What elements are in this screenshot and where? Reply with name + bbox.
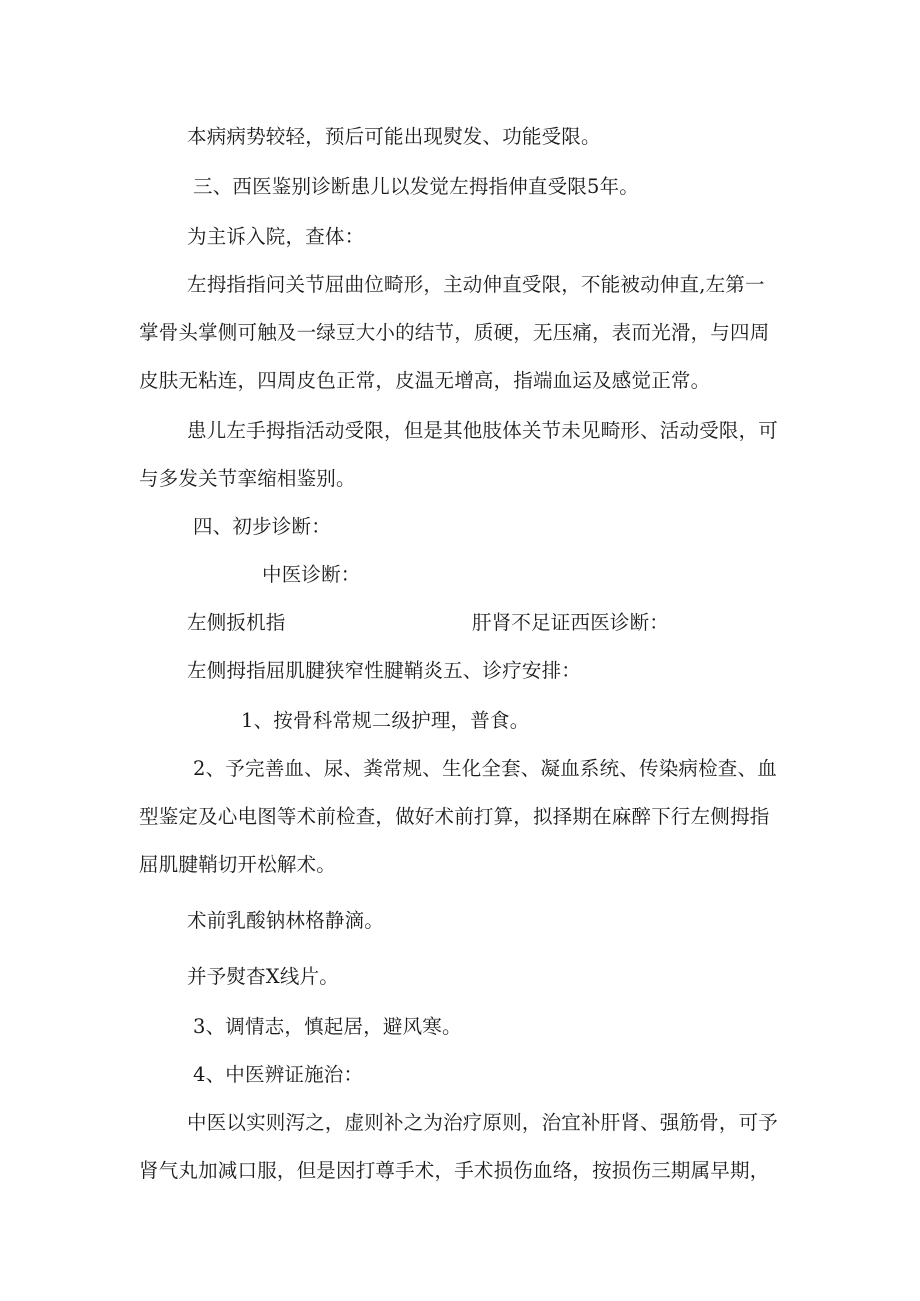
text-line: 左拇指指问关节屈曲位畸形，主动伸直受限，不能被动伸直,左第一 (187, 273, 765, 296)
text-line: 屈肌腱鞘切开松解术。 (139, 853, 337, 876)
section-heading: 四、初步诊断： (193, 515, 331, 538)
list-item: 3、调情志，慎起居，避风寒。 (193, 1015, 462, 1038)
list-item: 1、按骨科常规二级护理，普食。 (241, 709, 530, 732)
text-line: 皮肤无粘连，四周皮色正常，皮温无增高，指端血运及感觉正常。 (139, 369, 711, 392)
text-line: 术前乳酸钠林格静滴。 (187, 909, 385, 932)
text-line: 与多发关节挛缩相鉴别。 (139, 467, 356, 490)
text-line: 肝肾不足证西医诊断： (472, 611, 670, 634)
text-line: 肾气丸加减口服，但是因打尊手术，手术损伤血络，按损伤三期属早期， (139, 1159, 770, 1182)
text-line: 并予熨杳X线片。 (187, 965, 339, 988)
text-line: 左侧扳机指 (187, 611, 286, 634)
list-item: 4、中医辨证施治： (193, 1063, 364, 1086)
text-line: 本病病势较轻，预后可能出现熨发、功能受限。 (187, 125, 601, 148)
text-line: 中医诊断： (262, 563, 361, 586)
list-item: 2、予完善血、尿、粪常规、生化全套、凝血系统、传染病检查、血 (193, 757, 777, 780)
text-line: 中医以实则泻之，虚则补之为治疗原则，治宜补肝肾、强筋骨，可予 (187, 1111, 779, 1134)
text-line: 型鉴定及心电图等术前检查，做好术前打算，拟择期在麻醉下行左侧拇指 (139, 805, 770, 828)
text-line: 左侧拇指屈肌腱狭窄性腱鞘炎五、诊疗安排： (187, 659, 582, 682)
text-line: 患儿左手拇指活动受限，但是其他肢体关节未见畸形、活动受限，可 (187, 419, 779, 442)
text-line: 掌骨头掌侧可触及一绿豆大小的结节，质硬，无压痛，表而光滑，与四周 (139, 321, 770, 344)
text-line: 三、西医鉴别诊断患儿以发觉左拇指伸直受限5年。 (193, 175, 640, 198)
text-line: 为主诉入院，查体： (187, 225, 365, 248)
